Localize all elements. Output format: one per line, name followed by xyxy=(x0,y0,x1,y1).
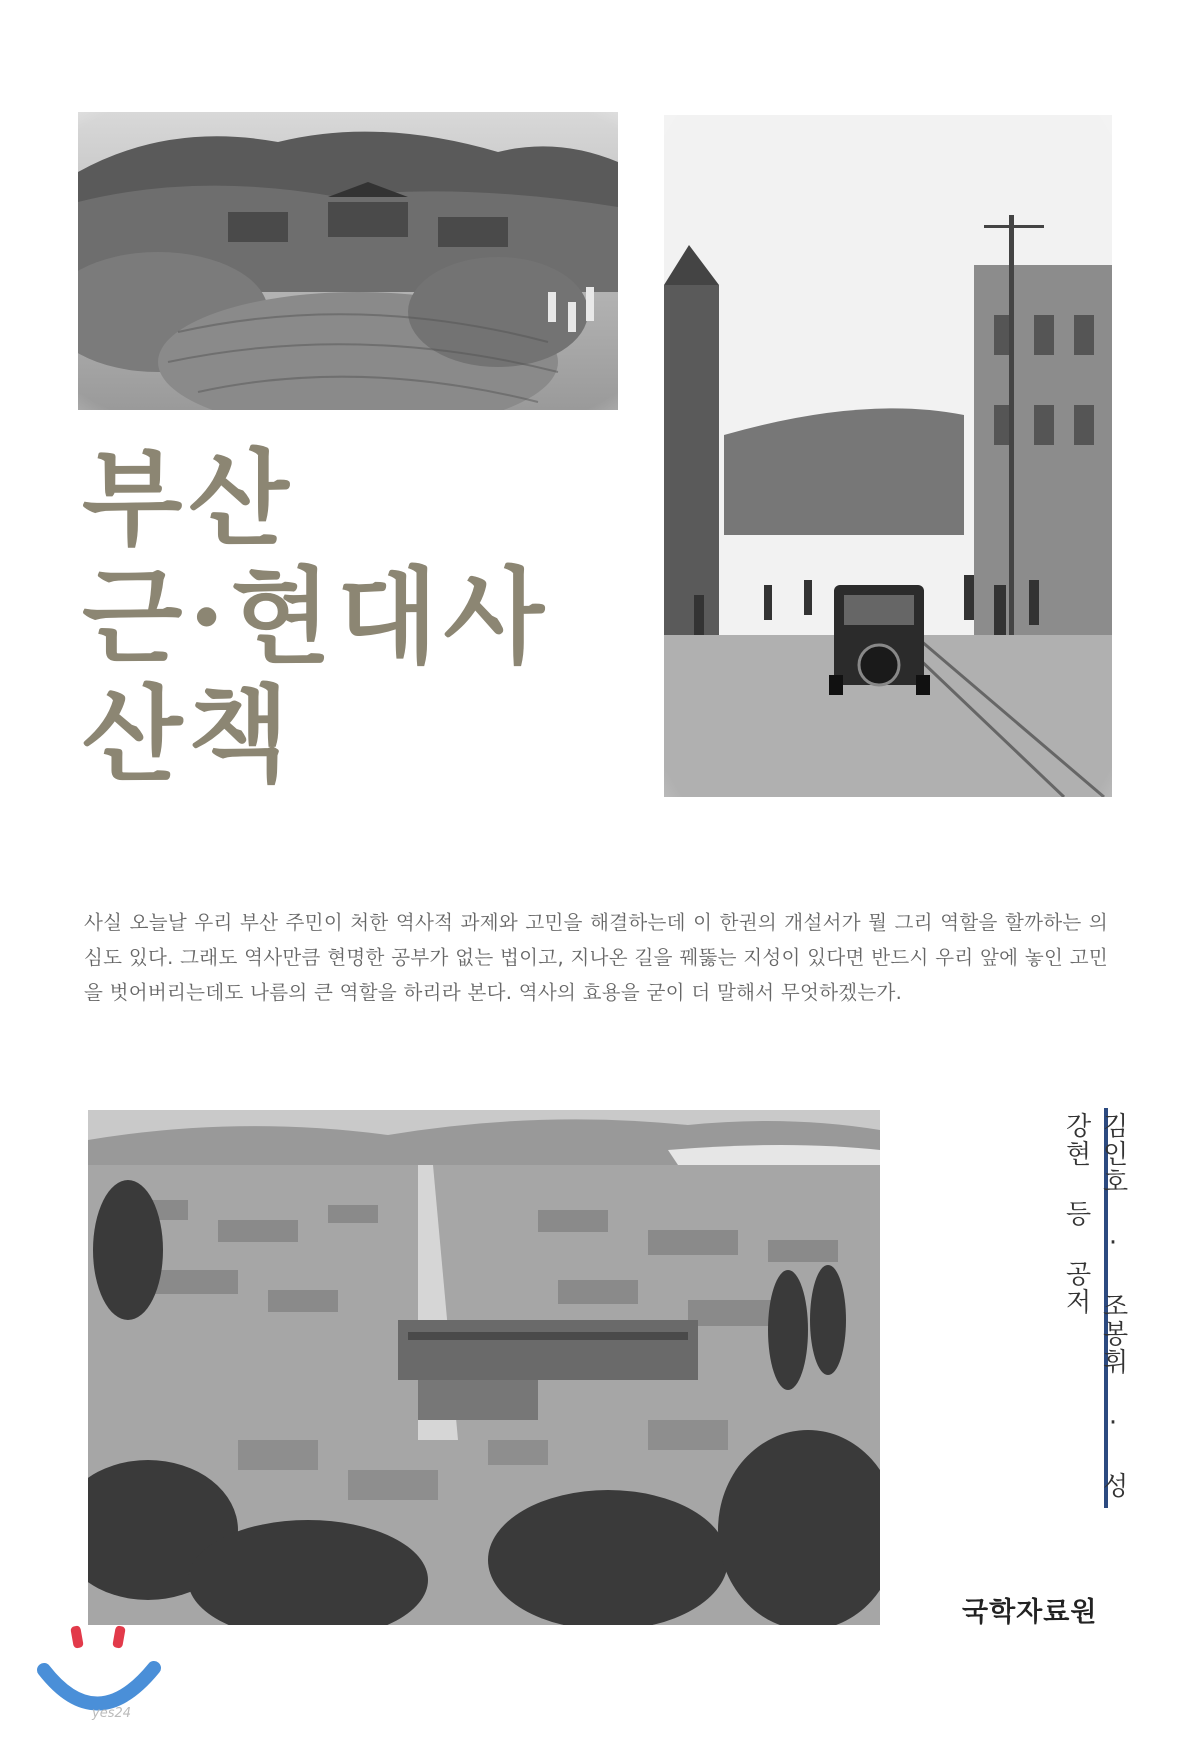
watermark-text: yes24 xyxy=(92,1706,132,1721)
village-photo xyxy=(78,112,618,410)
street-photo xyxy=(664,115,1112,797)
title-line-3: 산책 xyxy=(82,673,295,796)
description: 사실 오늘날 우리 부산 주민이 처한 역사적 과제와 고민을 해결하는데 이 한권의 개설서가 뭘 그리 역할을 할까하는 의심도 있다. 그래도 역사만큼 현명한 공부가 없는 법이고, 지나온 길을 꿰뚫는 지성이 있다면 반드시 우리 앞에 놓인 고민을 벗어버리는데도 나름의 큰 역할을 하리라 본다. 역사의 효용을 굳이 더 말해서 무엇하겠는가. xyxy=(84,911,1108,1004)
book-title xyxy=(82,437,551,796)
publisher: 국학자료원 xyxy=(962,1597,1098,1628)
smiley-watermark-icon xyxy=(32,1620,162,1750)
authors: 김인호 · 조봉휘 · 성강현 등 공저 xyxy=(1061,1112,1128,1500)
title-line-2: 근·현대사 xyxy=(82,555,551,678)
city-panorama-photo xyxy=(88,1110,880,1625)
title-line-1: 부산 xyxy=(82,437,295,560)
